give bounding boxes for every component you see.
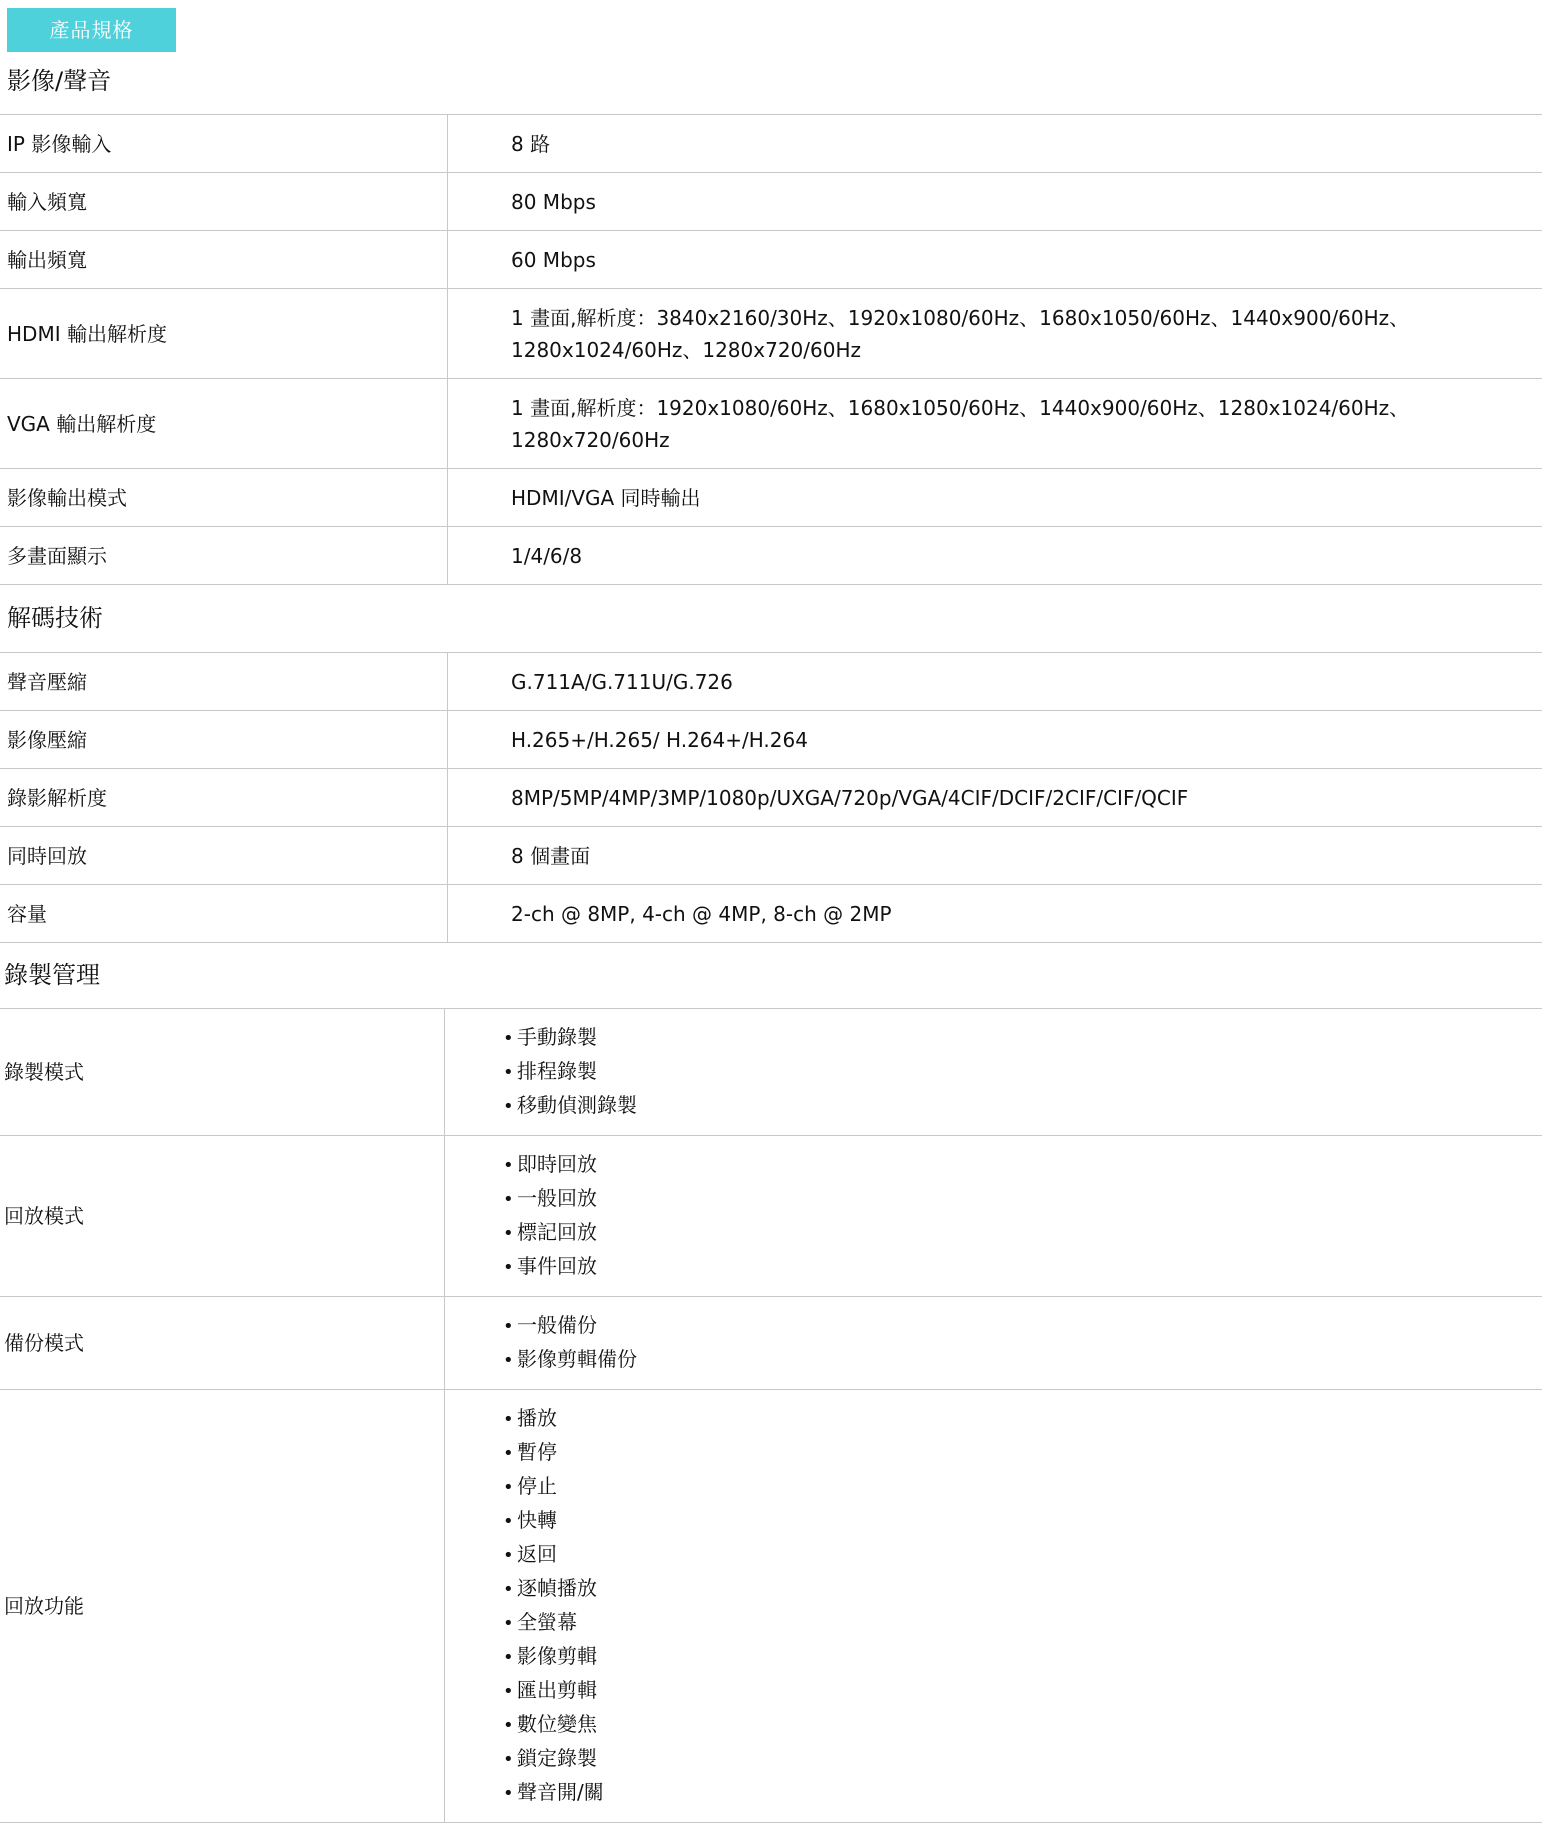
table-row bbox=[0, 231, 1542, 289]
value-line: 60 Mbps bbox=[511, 244, 1522, 276]
table-row bbox=[0, 653, 1542, 711]
list-item: • 暫停 bbox=[503, 1436, 1522, 1470]
spec-table-decoding bbox=[0, 652, 1542, 943]
row-value bbox=[448, 115, 1542, 173]
value-line: 1 畫面,解析度：1920x1080/60Hz、1680x1050/60Hz、1440x900/60Hz、1280x1024/60Hz、 bbox=[511, 392, 1522, 424]
list-item: • 逐幀播放 bbox=[503, 1572, 1522, 1606]
list-item: • 影像剪輯 bbox=[503, 1640, 1522, 1674]
value-line: 8 路 bbox=[511, 128, 1522, 160]
row-label: 聲音壓縮 bbox=[0, 653, 448, 711]
table-row bbox=[0, 711, 1542, 769]
value-line: 2-ch @ 8MP, 4-ch @ 4MP, 8-ch @ 2MP bbox=[511, 898, 1522, 930]
table-row bbox=[0, 1009, 1542, 1136]
list-item: • 影像剪輯備份 bbox=[503, 1343, 1522, 1377]
value-line: 80 Mbps bbox=[511, 186, 1522, 218]
row-label: IP 影像輸入 bbox=[0, 115, 448, 173]
row-label: 輸出頻寬 bbox=[0, 231, 448, 289]
row-label: 容量 bbox=[0, 885, 448, 943]
table-row bbox=[0, 527, 1542, 585]
list-item: • 匯出剪輯 bbox=[503, 1674, 1522, 1708]
table-row bbox=[0, 379, 1542, 469]
row-label: HDMI 輸出解析度 bbox=[0, 289, 448, 379]
list-item: • 移動偵測錄製 bbox=[503, 1089, 1522, 1123]
row-value bbox=[448, 711, 1542, 769]
table-row bbox=[0, 1136, 1542, 1297]
row-value bbox=[445, 1297, 1542, 1390]
value-line: 1/4/6/8 bbox=[511, 540, 1522, 572]
list-item: • 鎖定錄製 bbox=[503, 1742, 1522, 1776]
row-value bbox=[445, 1136, 1542, 1297]
row-value bbox=[448, 653, 1542, 711]
row-label: 影像輸出模式 bbox=[0, 469, 448, 527]
table-row bbox=[0, 289, 1542, 379]
value-line: H.265+/H.265/ H.264+/H.264 bbox=[511, 724, 1522, 756]
section-title-recording: 錄製管理 bbox=[4, 960, 100, 990]
tab-product-spec[interactable]: 產品規格 bbox=[7, 8, 176, 52]
table-row bbox=[0, 885, 1542, 943]
row-value bbox=[448, 231, 1542, 289]
bullet-list bbox=[503, 1009, 1522, 1135]
bullet-list bbox=[503, 1390, 1522, 1822]
row-label: 錄影解析度 bbox=[0, 769, 448, 827]
row-label: 回放功能 bbox=[0, 1390, 445, 1823]
row-value bbox=[448, 289, 1542, 379]
row-value bbox=[448, 173, 1542, 231]
value-line: HDMI/VGA 同時輸出 bbox=[511, 482, 1522, 514]
list-item: • 標記回放 bbox=[503, 1216, 1522, 1250]
row-label: 影像壓縮 bbox=[0, 711, 448, 769]
row-value bbox=[448, 379, 1542, 469]
value-line: G.711A/G.711U/G.726 bbox=[511, 666, 1522, 698]
list-item: • 手動錄製 bbox=[503, 1021, 1522, 1055]
list-item: • 返回 bbox=[503, 1538, 1522, 1572]
list-item: • 事件回放 bbox=[503, 1250, 1522, 1284]
row-value bbox=[445, 1390, 1542, 1823]
bullet-list bbox=[503, 1297, 1522, 1389]
row-label: 輸入頻寬 bbox=[0, 173, 448, 231]
row-label: 備份模式 bbox=[0, 1297, 445, 1390]
row-value bbox=[448, 769, 1542, 827]
row-label: 多畫面顯示 bbox=[0, 527, 448, 585]
list-item: • 一般回放 bbox=[503, 1182, 1522, 1216]
list-item: • 數位變焦 bbox=[503, 1708, 1522, 1742]
table-row bbox=[0, 115, 1542, 173]
table-row bbox=[0, 469, 1542, 527]
table-row bbox=[0, 827, 1542, 885]
row-label: 同時回放 bbox=[0, 827, 448, 885]
row-value bbox=[448, 527, 1542, 585]
row-label: 回放模式 bbox=[0, 1136, 445, 1297]
list-item: • 全螢幕 bbox=[503, 1606, 1522, 1640]
bullet-list bbox=[503, 1136, 1522, 1296]
row-value bbox=[448, 469, 1542, 527]
section-title-av: 影像/聲音 bbox=[7, 66, 111, 96]
table-row bbox=[0, 1297, 1542, 1390]
list-item: • 一般備份 bbox=[503, 1309, 1522, 1343]
row-value bbox=[445, 1009, 1542, 1136]
row-label: 錄製模式 bbox=[0, 1009, 445, 1136]
value-line: 8 個畫面 bbox=[511, 840, 1522, 872]
spec-table-av bbox=[0, 114, 1542, 585]
list-item: • 快轉 bbox=[503, 1504, 1522, 1538]
value-line: 1280x1024/60Hz、1280x720/60Hz bbox=[511, 334, 1522, 366]
value-line: 8MP/5MP/4MP/3MP/1080p/UXGA/720p/VGA/4CIF/DCIF/2CIF/CIF/QCIF bbox=[511, 782, 1522, 814]
list-item: • 停止 bbox=[503, 1470, 1522, 1504]
value-line: 1 畫面,解析度：3840x2160/30Hz、1920x1080/60Hz、1680x1050/60Hz、1440x900/60Hz、 bbox=[511, 302, 1522, 334]
list-item: • 聲音開/關 bbox=[503, 1776, 1522, 1810]
table-row bbox=[0, 1390, 1542, 1823]
list-item: • 即時回放 bbox=[503, 1148, 1522, 1182]
row-value bbox=[448, 885, 1542, 943]
spec-table-recording bbox=[0, 1008, 1542, 1823]
value-line: 1280x720/60Hz bbox=[511, 424, 1522, 456]
table-row bbox=[0, 769, 1542, 827]
list-item: • 播放 bbox=[503, 1402, 1522, 1436]
row-value bbox=[448, 827, 1542, 885]
table-row bbox=[0, 173, 1542, 231]
list-item: • 排程錄製 bbox=[503, 1055, 1522, 1089]
section-title-decoding: 解碼技術 bbox=[7, 603, 103, 633]
row-label: VGA 輸出解析度 bbox=[0, 379, 448, 469]
